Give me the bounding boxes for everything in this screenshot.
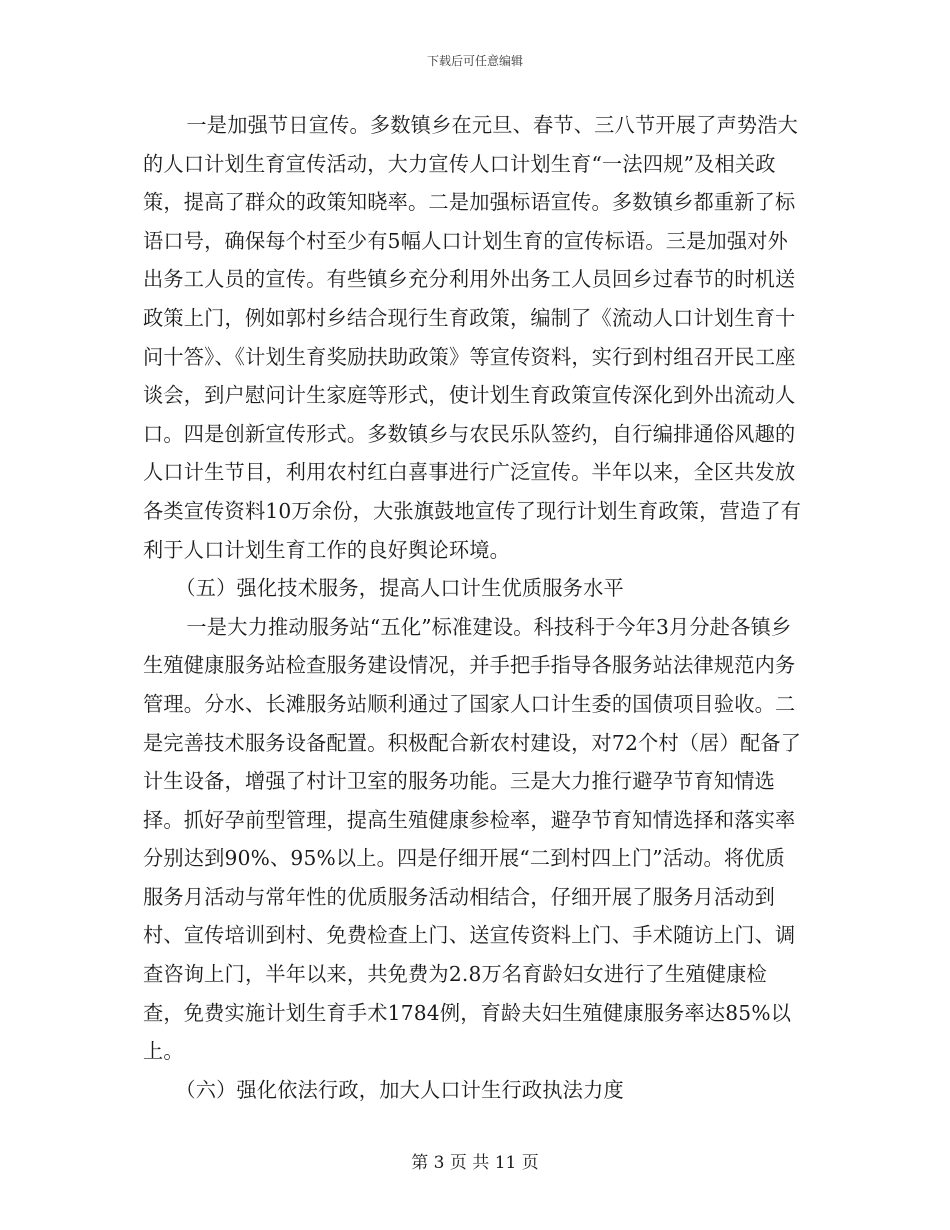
section-heading-6: （六）强化依法行政，加大人口计生行政执法力度 [175, 1077, 624, 1102]
page-number-footer: 第 3 页 共 11 页 [411, 1153, 539, 1173]
document-body [143, 106, 805, 1109]
section-heading-5: （五）强化技术服务，提高人口计生优质服务水平 [175, 576, 624, 601]
paragraph-publicity: 一是加强节日宣传。多数镇乡在元旦、春节、三八节开展了声势浩大的人口计划生育宣传活动，大力宣传人口计划生育“一法四规”及相关政策，提高了群众的政策知晓率。二是加强标语宣传。多数镇乡都重新了标语口号，确保每个村至少有5幅人口计划生育的宣传标语。三是加强对外出务工人员的宣传。有些镇乡充分利用外出务工人员回乡过春节的时机送政策上门，例如郭村乡结合现行生育政策，编制了《流动人口计划生育十问十答》、《计划生育奖励扶助政策》等宣传资料，实行到村组召开民工座谈会，到户慰问计生家庭等形式，使计划生育政策宣传深化到外出流动人口。四是创新宣传形式。多数镇乡与农民乐队签约，自行编排通俗风趣的人口计生节目，利用农村红白喜事进行广泛宣传。半年以来，全区共发放各类宣传资料10万余份，大张旗鼓地宣传了现行计划生育政策，营造了有利于人口计划生育工作的良好舆论环境。 [143, 113, 802, 562]
paragraph-technical-service: 一是大力推动服务站“五化”标准建设。科技科于今年3月分赴各镇乡生殖健康服务站检查服务建设情况，并手把手指导各服务站法律规范内务管理。分水、长滩服务站顺利通过了国家人口计生委的国债项目验收。二是完善技术服务设备配置。积极配合新农村建设，对72个村（居）配备了计生设备，增强了村计卫室的服务功能。三是大力推行避孕节育知情选择。抓好孕前型管理，提高生殖健康参检率，避孕节育知情选择和落实率分别达到90%、95%以上。四是仔细开展“二到村四上门”活动。将优质服务月活动与常年性的优质服务活动相结合，仔细开展了服务月活动到村、宣传培训到村、免费检查上门、送宣传资料上门、手术随访上门、调查咨询上门，半年以来，共免费为2.8万名育龄妇女进行了生殖健康检查，免费实施计划生育手术1784例，育龄夫妇生殖健康服务率达85%以上。 [143, 614, 802, 1064]
page-header: 下载后可任意编辑 [426, 54, 523, 68]
